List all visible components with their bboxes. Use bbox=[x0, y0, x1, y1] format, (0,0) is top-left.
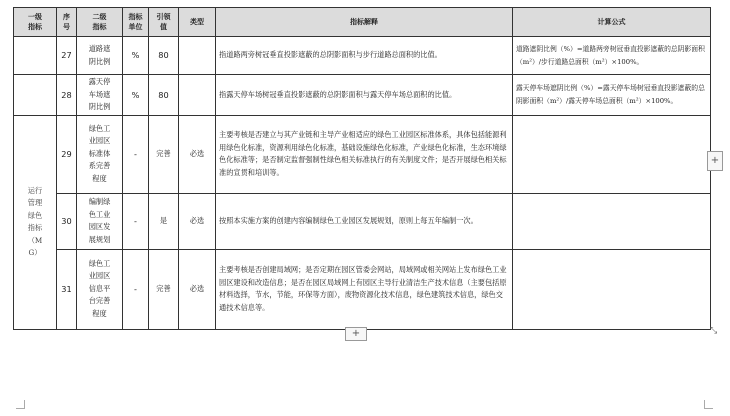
table-row bbox=[14, 75, 711, 116]
row-description[interactable]: 指道路两旁树冠垂直投影遮蔽的总阴影面积与步行道路总面积的比值。 bbox=[216, 37, 513, 75]
page-margin bbox=[0, 0, 6, 416]
row-unit[interactable]: - bbox=[123, 115, 149, 193]
row-formula[interactable]: 露天停车场遮阴比例（%）=露天停车场树冠垂直投影遮蔽的总阴影面积（m²）/露天停车场总面积（m²）×100%。 bbox=[513, 75, 711, 116]
row-type[interactable]: 必选 bbox=[179, 193, 216, 249]
table-row bbox=[14, 115, 711, 193]
group-cell-blank[interactable] bbox=[14, 37, 57, 75]
row-type[interactable] bbox=[179, 37, 216, 75]
header-ref: 引领 值 bbox=[149, 8, 179, 37]
row-ref-value[interactable]: 80 bbox=[149, 75, 179, 116]
row-unit[interactable]: - bbox=[123, 193, 149, 249]
row-seq[interactable]: 31 bbox=[57, 249, 77, 329]
row-formula[interactable] bbox=[513, 115, 711, 193]
row-indicator-name[interactable]: 露天停 车场遮 阴比例 bbox=[77, 75, 123, 116]
row-description[interactable]: 指露天停车场树冠垂直投影遮蔽的总阴影面积与露天停车场总面积的比值。 bbox=[216, 75, 513, 116]
group-level1-cell[interactable]: 运行 管理 绿色 指标 （M G） bbox=[14, 115, 57, 329]
header-level2: 二级 指标 bbox=[77, 8, 123, 37]
row-indicator-name[interactable]: 道路遮 阴比例 bbox=[77, 37, 123, 75]
row-unit[interactable]: - bbox=[123, 249, 149, 329]
row-indicator-name[interactable]: 编制绿 色工业 园区发 展规划 bbox=[77, 193, 123, 249]
row-indicator-name[interactable]: 绿色工 业园区 标准体 系完善 程度 bbox=[77, 115, 123, 193]
page-corner-mark-left bbox=[16, 400, 25, 409]
row-formula[interactable] bbox=[513, 249, 711, 329]
row-unit[interactable]: % bbox=[123, 75, 149, 116]
row-seq[interactable]: 30 bbox=[57, 193, 77, 249]
row-ref-value[interactable]: 完善 bbox=[149, 115, 179, 193]
row-seq[interactable]: 29 bbox=[57, 115, 77, 193]
row-type[interactable] bbox=[179, 75, 216, 116]
group-cell-blank[interactable] bbox=[14, 75, 57, 116]
row-description[interactable]: 主要考核是否创建局域网；是否定期在园区管委会网站，局域网或相关网站上发布绿色工业园区建设和改造信息；是否在园区局域网上有园区主导行业清洁生产技术信息（主要包括原材料选择，节水，节能，环保等方面），废物资源化技术信息，绿色建筑技术信息，绿色交通技术信息等。 bbox=[216, 249, 513, 329]
table-row bbox=[14, 37, 711, 75]
add-row-button[interactable]: + bbox=[345, 327, 367, 341]
row-unit[interactable]: % bbox=[123, 37, 149, 75]
add-column-button[interactable]: + bbox=[707, 151, 723, 171]
header-type: 类型 bbox=[179, 8, 216, 37]
header-unit: 指标 单位 bbox=[123, 8, 149, 37]
row-formula[interactable] bbox=[513, 193, 711, 249]
header-level1: 一级 指标 bbox=[14, 8, 57, 37]
row-description[interactable]: 主要考核是否建立与其产业链和主导产业相适应的绿色工业园区标准体系，具体包括能源利用绿色化标准，资源利用绿色化标准，基础设施绿色化标准，产业绿色化标准，生态环境绿色化标准等；是否制定监督强制性绿色相关标准执行的有关制度文件；是否开展绿色相关标准的宣贯和培训等。 bbox=[216, 115, 513, 193]
row-seq[interactable]: 27 bbox=[57, 37, 77, 75]
page-corner-mark-right bbox=[704, 400, 713, 409]
table-header-row bbox=[14, 8, 711, 37]
table-resize-icon[interactable]: ⤡ bbox=[710, 326, 718, 336]
header-seq: 序 号 bbox=[57, 8, 77, 37]
indicator-table bbox=[13, 7, 711, 330]
header-explain: 指标解释 bbox=[216, 8, 513, 37]
table-row bbox=[14, 193, 711, 249]
row-ref-value[interactable]: 80 bbox=[149, 37, 179, 75]
row-type[interactable]: 必选 bbox=[179, 249, 216, 329]
row-seq[interactable]: 28 bbox=[57, 75, 77, 116]
row-indicator-name[interactable]: 绿色工 业园区 信息平 台完善 程度 bbox=[77, 249, 123, 329]
row-ref-value[interactable]: 是 bbox=[149, 193, 179, 249]
row-type[interactable]: 必选 bbox=[179, 115, 216, 193]
row-formula[interactable]: 道路遮阴比例（%）=道路两旁树冠垂直投影遮蔽的总阴影面积（m²）/步行道路总面积（m²）×100%。 bbox=[513, 37, 711, 75]
row-ref-value[interactable]: 完善 bbox=[149, 249, 179, 329]
table-row bbox=[14, 249, 711, 329]
row-description[interactable]: 按照本实施方案的创建内容编制绿色工业园区发展规划，原则上每五年编制一次。 bbox=[216, 193, 513, 249]
header-formula: 计算公式 bbox=[513, 8, 711, 37]
